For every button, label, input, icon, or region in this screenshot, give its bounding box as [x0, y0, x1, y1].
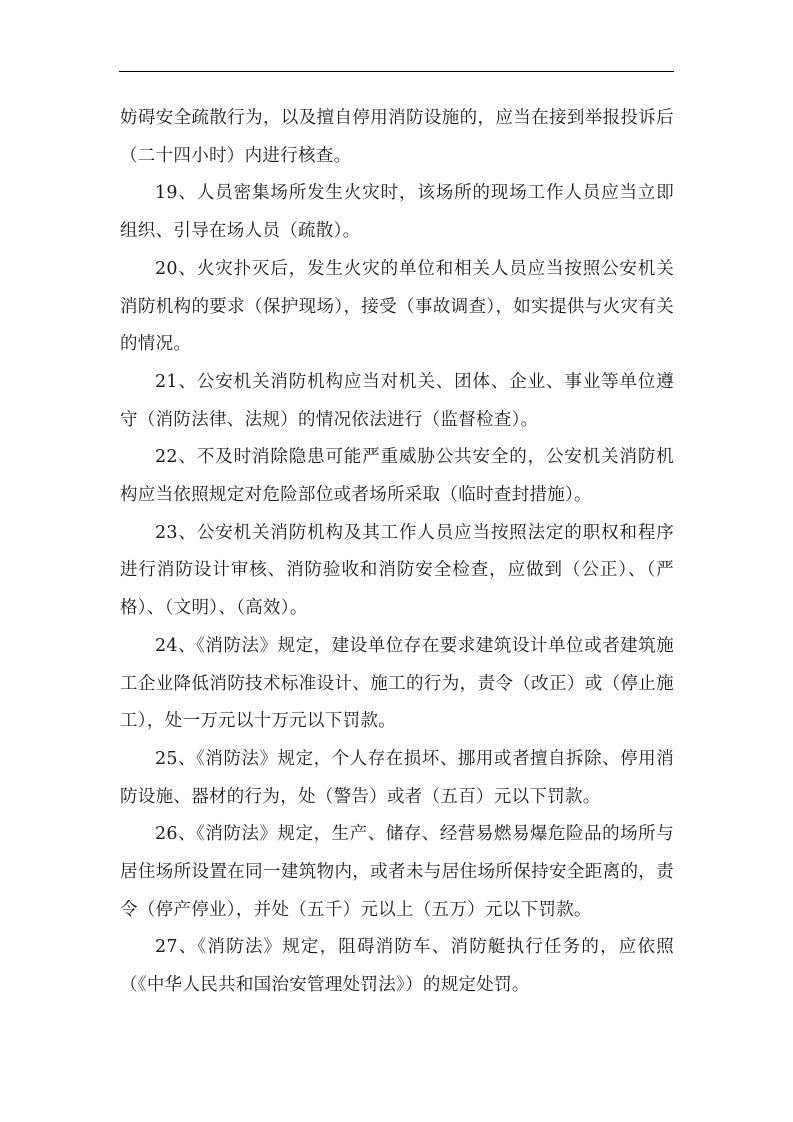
- paragraph-item-27: 27、《消防法》规定，阻碍消防车、消防艇执行任务的，应依照（《中华人民共和国治安管理处罚法》）的规定处罚。: [120, 937, 674, 996]
- paragraph-continuation: 妨碍安全疏散行为，以及擅自停用消防设施的，应当在接到举报投诉后（二十四小时）内进行核查。: [120, 108, 674, 166]
- paragraph-item-21: 21、公安机关消防机构应当对机关、团体、企业、事业等单位遵守（消防法律、法规）的情况依法进行（监督检查）。: [120, 371, 674, 430]
- paragraph-item-19: 19、人员密集场所发生火灾时，该场所的现场工作人员应当立即组织、引导在场人员（疏散）。: [120, 183, 674, 242]
- paragraph-item-24: 24、《消防法》规定，建设单位存在要求建筑设计单位或者建筑施工企业降低消防技术标准设计、施工的行为，责令（改正）或（停止施工），处一万元以十万元以下罚款。: [120, 635, 674, 732]
- paragraph-item-22: 22、不及时消除隐患可能严重威胁公共安全的，公安机关消防机构应当依照规定对危险部位或者场所采取（临时查封措施）。: [120, 447, 674, 506]
- header-rule: [119, 71, 674, 72]
- paragraph-item-23: 23、公安机关消防机构及其工作人员应当按照法定的职权和程序进行消防设计审核、消防验收和消防安全检查，应做到（公正）、（严格）、（文明）、（高效）。: [120, 522, 674, 619]
- paragraph-item-20: 20、火灾扑灭后，发生火灾的单位和相关人员应当按照公安机关消防机构的要求（保护现场），接受（事故调查），如实提供与火灾有关的情况。: [120, 258, 674, 355]
- paragraph-item-25: 25、《消防法》规定，个人存在损坏、挪用或者擅自拆除、停用消防设施、器材的行为，处（警告）或者（五百）元以下罚款。: [120, 748, 674, 807]
- paragraph-item-26: 26、《消防法》规定，生产、储存、经营易燃易爆危险品的场所与居住场所设置在同一建筑物内，或者未与居住场所保持安全距离的，责令（停产停业），并处（五千）元以上（五万）元以下罚款。: [120, 824, 674, 920]
- document-body: [120, 100, 674, 1005]
